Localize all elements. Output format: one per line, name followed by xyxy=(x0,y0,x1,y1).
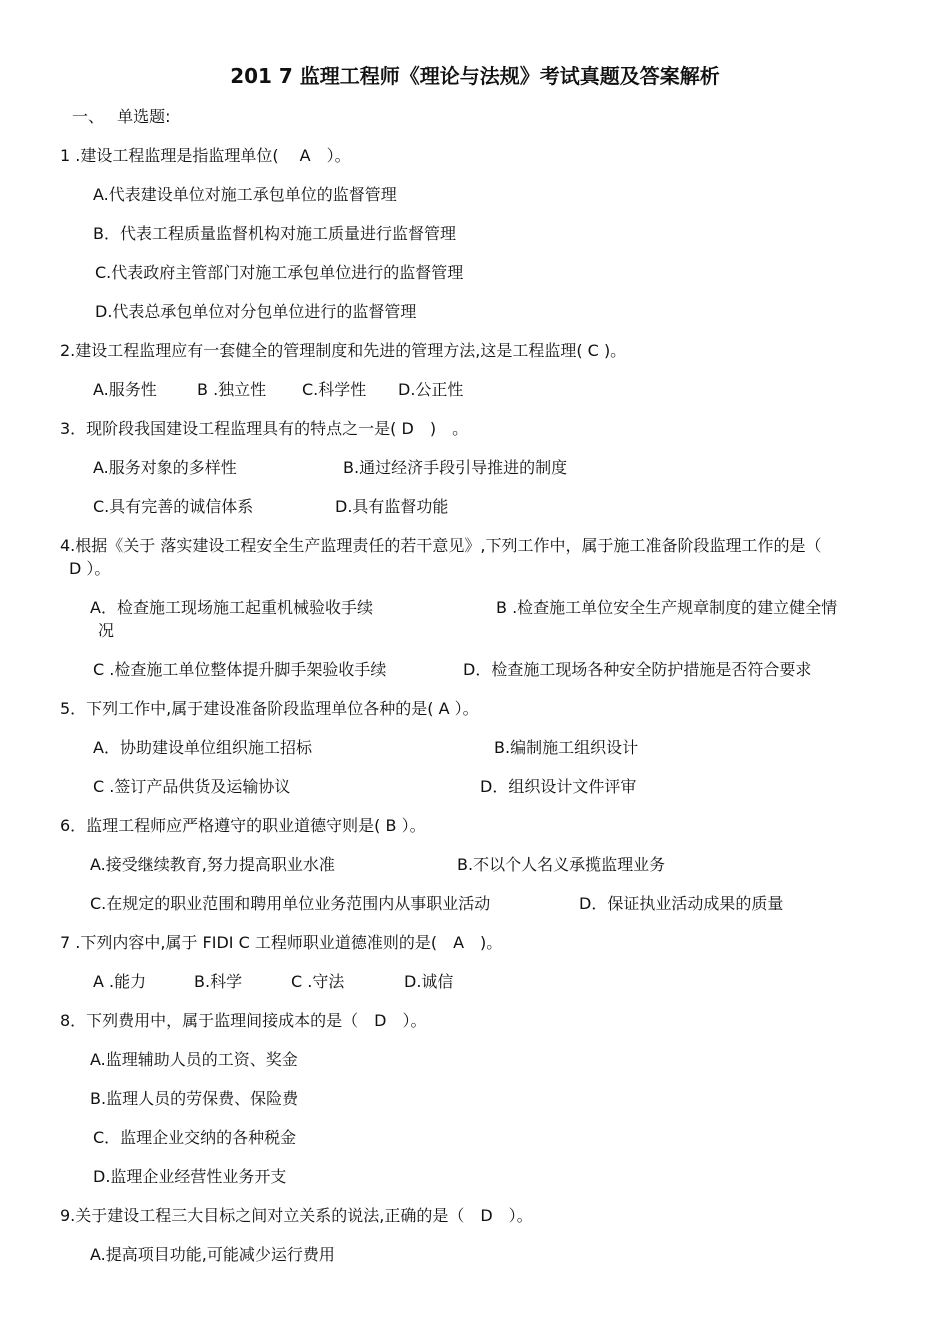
question-5-option-b: B.编制施工组织设计 xyxy=(494,738,639,757)
question-8-option-a: A.监理辅助人员的工资、奖金 xyxy=(90,1050,298,1069)
question-3-option-a: A.服务对象的多样性 xyxy=(93,458,237,477)
question-9-stem: 9.关于建设工程三大目标之间对立关系的说法,正确的是（ D ）。 xyxy=(60,1206,533,1225)
question-5-option-d: D．组织设计文件评审 xyxy=(480,777,637,796)
question-2-option-d: D.公正性 xyxy=(398,380,464,399)
question-3-option-b: B.通过经济手段引导推进的制度 xyxy=(343,458,568,477)
question-3-option-c: C.具有完善的诚信体系 xyxy=(93,497,254,516)
question-4-stem: 4.根据《关于 落实建设工程安全生产监理责任的若干意见》,下列工作中，属于施工准备阶段监理工作的是（ xyxy=(60,536,822,555)
question-5-stem: 5．下列工作中,属于建设准备阶段监理单位各种的是( A ）。 xyxy=(60,699,479,718)
question-1-stem: 1 .建设工程监理是指监理单位( A ）。 xyxy=(60,146,351,165)
question-2-stem: 2.建设工程监理应有一套健全的管理制度和先进的管理方法,这是工程监理( C )。 xyxy=(60,341,627,360)
question-4-option-b-continued: 况 xyxy=(98,621,115,640)
question-4-option-d: D．检查施工现场各种安全防护措施是否符合要求 xyxy=(463,660,812,679)
question-1-option-a: A.代表建设单位对施工承包单位的监督管理 xyxy=(93,185,397,204)
question-6-option-c: C.在规定的职业范围和聘用单位业务范围内从事职业活动 xyxy=(90,894,491,913)
question-3-stem: 3．现阶段我国建设工程监理具有的特点之一是( D ) 。 xyxy=(60,419,469,438)
question-1-option-b: B．代表工程质量监督机构对施工质量进行监督管理 xyxy=(93,224,456,243)
question-7-option-b: B.科学 xyxy=(194,972,243,991)
question-4-stem-continued: D ）。 xyxy=(69,559,111,578)
question-6-option-a: A.接受继续教育,努力提高职业水准 xyxy=(90,855,335,874)
question-2-option-c: C.科学性 xyxy=(302,380,367,399)
question-4-option-b: B .检查施工单位安全生产规章制度的建立健全情 xyxy=(496,598,838,617)
question-4-option-c: C .检查施工单位整体提升脚手架验收手续 xyxy=(93,660,387,679)
section-heading: 一、 单选题: xyxy=(72,107,171,126)
question-5-option-c: C .签订产品供货及运输协议 xyxy=(93,777,291,796)
question-8-option-c: C．监理企业交纳的各种税金 xyxy=(93,1128,297,1147)
question-6-option-d: D．保证执业活动成果的质量 xyxy=(579,894,784,913)
question-9-option-a: A.提高项目功能,可能减少运行费用 xyxy=(90,1245,335,1264)
question-8-option-b: B.监理人员的劳保费、保险费 xyxy=(90,1089,299,1108)
question-2-option-b: B .独立性 xyxy=(197,380,267,399)
question-6-stem: 6．监理工程师应严格遵守的职业道德守则是( B ）。 xyxy=(60,816,426,835)
question-7-option-a: A .能力 xyxy=(93,972,147,991)
question-8-stem: 8．下列费用中，属于监理间接成本的是（ D ）。 xyxy=(60,1011,427,1030)
question-2-option-a: A.服务性 xyxy=(93,380,157,399)
question-3-option-d: D.具有监督功能 xyxy=(335,497,449,516)
question-4-option-a: A．检查施工现场施工起重机械验收手续 xyxy=(90,598,373,617)
question-1-option-d: D.代表总承包单位对分包单位进行的监督管理 xyxy=(95,302,417,321)
question-8-option-d: D.监理企业经营性业务开支 xyxy=(93,1167,287,1186)
question-5-option-a: A．协助建设单位组织施工招标 xyxy=(93,738,312,757)
question-6-option-b: B.不以个人名义承揽监理业务 xyxy=(457,855,666,874)
question-7-option-d: D.诚信 xyxy=(404,972,454,991)
question-1-option-c: C.代表政府主管部门对施工承包单位进行的监督管理 xyxy=(95,263,464,282)
document-title: 201 7 监理工程师《理论与法规》考试真题及答案解析 xyxy=(230,64,720,88)
question-7-stem: 7 .下列内容中,属于 FIDI C 工程师职业道德准则的是( A )。 xyxy=(60,933,503,952)
question-7-option-c: C .守法 xyxy=(291,972,345,991)
